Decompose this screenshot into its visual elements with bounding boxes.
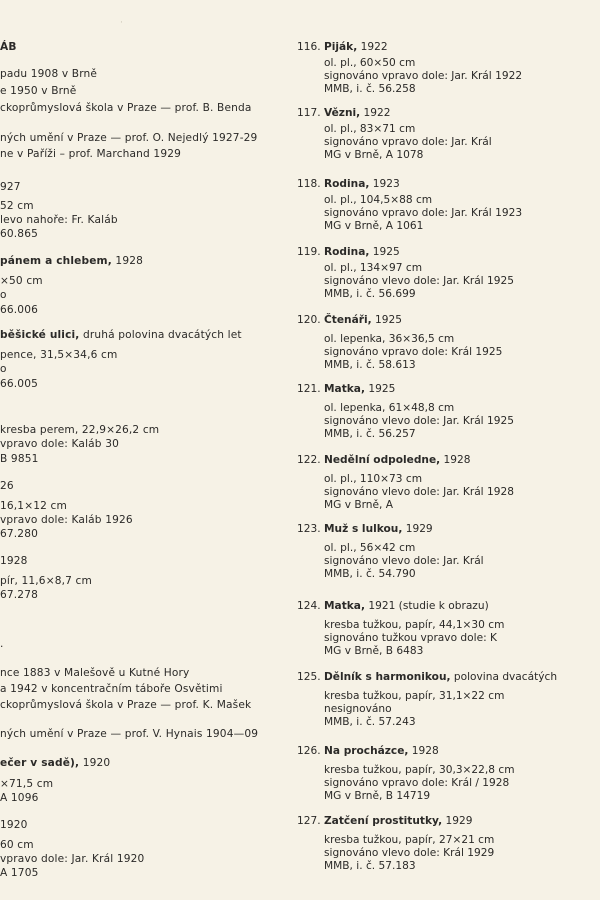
signature-note: signováno vlevo dole: Král 1929 [324, 847, 495, 860]
artwork-title: ečer v sadě), [0, 757, 80, 769]
collection-inventory: MMB, i. č. 58.613 [324, 359, 416, 372]
catalogue-entry [297, 671, 600, 730]
catalogue-entry [297, 246, 600, 302]
artwork-date: 1928 [440, 454, 471, 466]
left-text-line: o [0, 363, 7, 375]
entry-number: 118. [297, 178, 321, 190]
artwork-title: Rodina, [324, 246, 370, 258]
entry-details [324, 194, 600, 234]
artwork-title: Matka, [324, 600, 365, 612]
entry-details [324, 123, 600, 163]
artwork-date: polovina dvacátých [450, 671, 558, 683]
left-text-line: nce 1883 v Malešově u Kutné Hory [0, 667, 190, 679]
medium-dimensions: ol. pl., 110×73 cm [324, 473, 423, 485]
medium-dimensions: ol. lepenka, 36×36,5 cm [324, 333, 455, 345]
collection-inventory: MMB, i. č. 57.243 [324, 716, 416, 729]
left-text-line: 66.006 [0, 304, 38, 316]
left-text-line: A 1705 [0, 867, 39, 879]
entry-details [324, 473, 600, 513]
medium-dimensions: ol. pl., 104,5×88 cm [324, 194, 433, 206]
left-text-line: ne v Paříži – prof. Marchand 1929 [0, 148, 181, 160]
artwork-date: 1925 [364, 383, 396, 395]
left-text-line: 26 [0, 480, 14, 492]
left-text-line: 1928 [0, 555, 28, 567]
artwork-date: 1923 [369, 178, 400, 190]
catalogue-entry [297, 523, 600, 582]
left-text-line: 1920 [0, 819, 28, 831]
collection-inventory: MG v Brně, A 1061 [324, 220, 424, 233]
entry-number: 119. [297, 246, 321, 258]
entry-details [324, 262, 600, 302]
left-text-line: . [0, 638, 4, 650]
left-text-line: vpravo dole: Jar. Král 1920 [0, 853, 145, 865]
entry-heading [324, 745, 600, 758]
entry-heading [324, 383, 600, 396]
collection-inventory: MG v Brně, A 1078 [324, 149, 424, 162]
left-text-line [0, 757, 110, 770]
left-text-line: vpravo dole: Kaláb 1926 [0, 514, 133, 526]
entry-number: 120. [297, 314, 321, 326]
entry-heading [324, 600, 600, 613]
collection-inventory: MG v Brně, B 6483 [324, 645, 424, 658]
entry-heading [324, 454, 600, 467]
catalogue-entry [297, 41, 600, 97]
collection-inventory: MMB, i. č. 56.257 [324, 428, 416, 441]
medium-dimensions: ol. pl., 60×50 cm [324, 57, 416, 69]
entry-details [324, 834, 600, 874]
left-text-line: pír, 11,6×8,7 cm [0, 575, 92, 587]
left-text-line [0, 255, 143, 268]
artwork-date: 1928 [111, 255, 143, 267]
artwork-date: 1920 [79, 757, 111, 769]
entry-number: 126. [297, 745, 321, 757]
left-text-line: kresba perem, 22,9×26,2 cm [0, 424, 160, 436]
left-text-line: ×50 cm [0, 275, 43, 287]
entry-heading [324, 41, 600, 54]
left-text-line: pence, 31,5×34,6 cm [0, 349, 118, 361]
left-text-line: vpravo dole: Kaláb 30 [0, 438, 119, 450]
artwork-title: Čtenáři, [324, 314, 372, 326]
artwork-date: 1929 [402, 523, 433, 535]
entry-heading [324, 314, 600, 327]
entry-details [324, 542, 600, 582]
artwork-title: Dělník s harmonikou, [324, 671, 451, 683]
entry-number: 117. [297, 107, 321, 119]
collection-inventory: MG v Brně, A [324, 499, 394, 512]
collection-inventory: MMB, i. č. 56.699 [324, 288, 416, 301]
collection-inventory: MMB, i. č. 54.790 [324, 568, 416, 581]
artwork-title: Na procházce, [324, 745, 409, 757]
catalogue-entry [297, 383, 600, 442]
signature-note: signováno vlevo dole: Jar. Král 1925 [324, 275, 514, 288]
left-text-line: ÁB [0, 41, 17, 53]
artwork-title: Matka, [324, 383, 365, 395]
artwork-title: Vězni, [324, 107, 361, 119]
left-text-line [0, 329, 242, 342]
left-text-line: 60 cm [0, 839, 34, 851]
left-text-line: 927 [0, 181, 21, 193]
signature-note: signováno vpravo dole: Jar. Král 1922 [324, 70, 523, 83]
left-text-line: o [0, 289, 7, 301]
collection-inventory: MMB, i. č. 56.258 [324, 83, 416, 96]
medium-dimensions: kresba tužkou, papír, 30,3×22,8 cm [324, 764, 515, 776]
artwork-date: 1922 [360, 107, 391, 119]
entry-number: 116. [297, 41, 321, 53]
entry-heading [324, 178, 600, 191]
collection-inventory: MMB, i. č. 57.183 [324, 860, 416, 873]
signature-note: signováno vpravo dole: Jar. Král 1923 [324, 207, 523, 220]
artwork-title: Nedělní odpoledne, [324, 454, 441, 466]
medium-dimensions: kresba tužkou, papír, 44,1×30 cm [324, 619, 505, 631]
medium-dimensions: kresba tužkou, papír, 27×21 cm [324, 834, 495, 846]
scan-artifact: · [120, 18, 123, 28]
catalogue-entry [297, 454, 600, 513]
entry-details [324, 690, 600, 730]
left-text-line: 16,1×12 cm [0, 500, 67, 512]
left-text-line: 67.280 [0, 528, 38, 540]
signature-note: nesignováno [324, 703, 392, 716]
signature-note: signováno vlevo dole: Jar. Král [324, 555, 484, 568]
left-text-line: ných umění v Praze — prof. V. Hynais 1904—09 [0, 728, 259, 740]
left-text-line: 67.278 [0, 589, 38, 601]
entry-details [324, 57, 600, 97]
entry-details [324, 764, 600, 804]
left-text-line: 60.865 [0, 228, 38, 240]
left-text-line: ných umění v Praze — prof. O. Nejedlý 1927-29 [0, 132, 258, 144]
entry-heading [324, 107, 600, 120]
catalogue-entry [297, 815, 600, 874]
artwork-title: Piják, [324, 41, 358, 53]
artwork-date: 1925 [369, 246, 400, 258]
signature-note: signováno vpravo dole: Král / 1928 [324, 777, 510, 790]
medium-dimensions: ol. pl., 56×42 cm [324, 542, 416, 554]
left-text-line: levo nahoře: Fr. Kaláb [0, 214, 118, 226]
entry-details [324, 402, 600, 442]
catalogue-entry [297, 314, 600, 373]
entry-details [324, 619, 600, 659]
signature-note: signováno vpravo dole: Jar. Král [324, 136, 492, 149]
left-text-line: A 1096 [0, 792, 39, 804]
artwork-title: Muž s lulkou, [324, 523, 403, 535]
collection-inventory: MG v Brně, B 14719 [324, 790, 431, 803]
entry-number: 123. [297, 523, 321, 535]
left-text-line: 52 cm [0, 200, 34, 212]
signature-note: signováno vlevo dole: Jar. Král 1928 [324, 486, 514, 499]
medium-dimensions: ol. pl., 83×71 cm [324, 123, 416, 135]
entry-details [324, 333, 600, 373]
artwork-title: Rodina, [324, 178, 370, 190]
artwork-date: 1929 [442, 815, 473, 827]
entry-number: 124. [297, 600, 321, 612]
entry-heading [324, 523, 600, 536]
artwork-title: běšické ulici, [0, 329, 80, 341]
medium-dimensions: ol. pl., 134×97 cm [324, 262, 423, 274]
artwork-title: pánem a chlebem, [0, 255, 112, 267]
signature-note: signováno vpravo dole: Král 1925 [324, 346, 503, 359]
artwork-date: druhá polovina dvacátých let [79, 329, 242, 341]
left-text-line: 66.005 [0, 378, 38, 390]
entry-number: 127. [297, 815, 321, 827]
entry-heading [324, 815, 600, 828]
entry-heading [324, 246, 600, 259]
left-text-line: a 1942 v koncentračním táboře Osvětimi [0, 683, 223, 695]
artwork-title: Zatčení prostitutky, [324, 815, 443, 827]
catalogue-entry [297, 745, 600, 804]
entry-number: 125. [297, 671, 321, 683]
catalogue-entry [297, 600, 600, 659]
left-text-line: B 9851 [0, 453, 39, 465]
artwork-date: 1922 [357, 41, 388, 53]
artwork-date: 1925 [371, 314, 402, 326]
entry-number: 121. [297, 383, 321, 395]
signature-note: signováno tužkou vpravo dole: K [324, 632, 497, 645]
artwork-date: 1928 [408, 745, 439, 757]
entry-number: 122. [297, 454, 321, 466]
signature-note: signováno vlevo dole: Jar. Král 1925 [324, 415, 514, 428]
left-text-line: ckoprůmyslová škola v Praze — prof. B. Benda [0, 102, 252, 114]
left-text-line: ckoprůmyslová škola v Praze — prof. K. Mašek [0, 699, 252, 711]
left-text-line: ×71,5 cm [0, 778, 54, 790]
artwork-date: 1921 (studie k obrazu) [364, 600, 489, 612]
medium-dimensions: ol. lepenka, 61×48,8 cm [324, 402, 455, 414]
left-text-line: e 1950 v Brně [0, 85, 77, 97]
entry-heading [324, 671, 600, 684]
left-text-line: padu 1908 v Brně [0, 68, 98, 80]
catalogue-entry [297, 178, 600, 234]
medium-dimensions: kresba tužkou, papír, 31,1×22 cm [324, 690, 505, 702]
catalogue-entry [297, 107, 600, 163]
